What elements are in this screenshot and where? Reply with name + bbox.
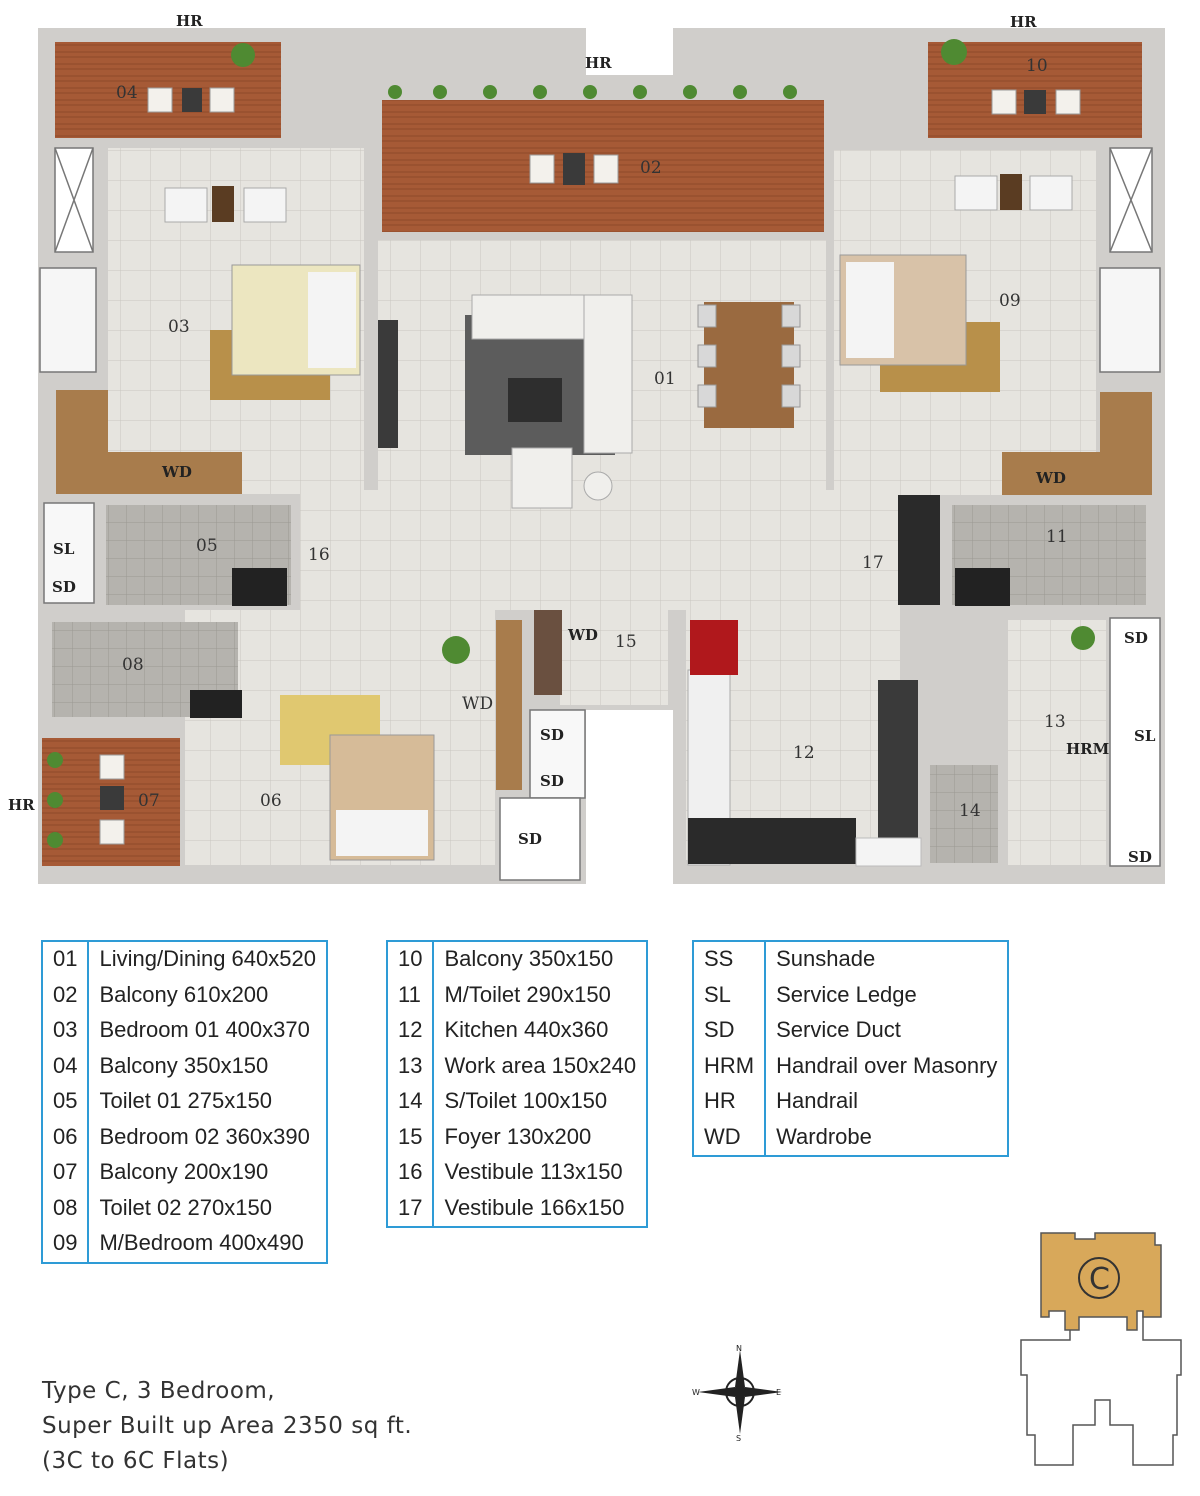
label-hr: HR <box>1010 13 1037 31</box>
label-r11: 11 <box>1046 527 1068 547</box>
key-plan <box>1015 1225 1185 1475</box>
label-r04: 04 <box>116 83 138 103</box>
legend-desc: Wardrobe <box>776 1123 872 1149</box>
legend-row <box>42 1120 327 1156</box>
legend-desc: Work area 150x240 <box>444 1052 637 1078</box>
plan-type-title: Type C, 3 Bedroom, <box>42 1378 276 1404</box>
label-r08: 08 <box>122 655 144 675</box>
legend-code: 09 <box>42 1226 88 1263</box>
legend-table-rooms-1 <box>41 940 328 1264</box>
legend-row <box>42 1013 327 1049</box>
compass-east: E <box>776 1388 782 1397</box>
legend-row <box>387 1191 647 1228</box>
label-r06: 06 <box>260 791 282 811</box>
legend-code: HR <box>693 1084 765 1120</box>
legend-desc: Bedroom 01 400x370 <box>99 1017 310 1042</box>
key-plan-outline <box>1021 1295 1181 1465</box>
legend-row <box>693 978 1008 1014</box>
label-r14: 14 <box>959 801 981 821</box>
legend-desc: Balcony 350x150 <box>99 1052 269 1078</box>
label-r17: 17 <box>862 553 884 573</box>
label-hr: HR <box>585 54 612 72</box>
label-r16: 16 <box>308 545 330 565</box>
legend-code: SD <box>693 1013 765 1049</box>
legend-desc: Vestibule 113x150 <box>444 1159 623 1184</box>
legend-code: WD <box>693 1120 765 1157</box>
legend-row <box>42 941 327 978</box>
legend-row <box>387 1120 647 1156</box>
legend-code: 17 <box>387 1191 433 1228</box>
label-r01: 01 <box>654 369 676 389</box>
label-hr: HR <box>176 12 203 30</box>
label-sl: SL <box>53 540 75 558</box>
compass-icon <box>690 1342 790 1442</box>
legend-code: 07 <box>42 1155 88 1191</box>
legend-code: 06 <box>42 1120 88 1156</box>
label-sd: SD <box>540 726 564 744</box>
label-wd: WD <box>1036 469 1066 487</box>
legend-code: 08 <box>42 1191 88 1227</box>
legend-row <box>693 1013 1008 1049</box>
legend-row <box>693 941 1008 978</box>
legend-code: 16 <box>387 1155 433 1191</box>
label-wd: WD <box>568 626 598 644</box>
plan-area: Super Built up Area 2350 sq ft. <box>42 1413 413 1439</box>
legend-desc: Vestibule 166x150 <box>444 1194 625 1220</box>
legend-row <box>42 1155 327 1191</box>
label-sd: SD <box>1124 629 1148 647</box>
legend-row <box>387 941 647 978</box>
legend-desc: Service Ledge <box>776 981 917 1007</box>
label-r10: 10 <box>1026 56 1048 76</box>
label-sd: SD <box>1128 848 1152 866</box>
legend-row <box>42 1084 327 1120</box>
legend-desc: Sunshade <box>776 946 876 971</box>
label-r13: 13 <box>1044 712 1066 732</box>
label-r12: 12 <box>793 743 815 763</box>
legend-desc: Handrail over Masonry <box>776 1052 998 1078</box>
legend-row <box>387 1013 647 1049</box>
legend-desc: Toilet 02 270x150 <box>99 1194 272 1220</box>
label-r03: 03 <box>168 317 190 337</box>
legend-row <box>387 1155 647 1191</box>
legend-code: 01 <box>42 941 88 978</box>
legend-code: 04 <box>42 1049 88 1085</box>
legend-desc: Handrail <box>776 1088 859 1113</box>
label-sd: SD <box>518 830 542 848</box>
legend-code: 11 <box>387 978 433 1014</box>
legend-row <box>693 1120 1008 1157</box>
label-wd: WD <box>162 463 192 481</box>
legend-desc: Bedroom 02 360x390 <box>99 1123 310 1149</box>
legend-code: 12 <box>387 1013 433 1049</box>
legend-desc: Toilet 01 275x150 <box>99 1088 272 1113</box>
legend-code: SL <box>693 978 765 1014</box>
label-sl: SL <box>1134 727 1156 745</box>
legend-table-abbreviations <box>692 940 1009 1157</box>
label-hrm: HRM <box>1066 740 1110 758</box>
compass-north: N <box>736 1344 742 1353</box>
legend-code: 05 <box>42 1084 88 1120</box>
legend-code: 15 <box>387 1120 433 1156</box>
label-r02: 02 <box>640 158 662 178</box>
label-hr: HR <box>8 796 35 814</box>
label-sd: SD <box>52 578 76 596</box>
label-wd: WD <box>462 694 494 714</box>
legend-row <box>42 1049 327 1085</box>
legend-desc: Kitchen 440x360 <box>444 1017 609 1042</box>
legend-row <box>42 978 327 1014</box>
legend-desc: M/Bedroom 400x490 <box>99 1230 304 1255</box>
legend-row <box>387 1084 647 1120</box>
legend-code: 14 <box>387 1084 433 1120</box>
legend-code: HRM <box>693 1049 765 1085</box>
legend-row <box>387 978 647 1014</box>
legend-code: 03 <box>42 1013 88 1049</box>
compass-south: S <box>736 1434 742 1442</box>
label-r09: 09 <box>999 291 1021 311</box>
legend-row <box>42 1191 327 1227</box>
legend-table-rooms-2 <box>386 940 648 1228</box>
legend-row <box>42 1226 327 1263</box>
key-plan-letter: C <box>1089 1262 1110 1297</box>
plan-description <box>42 1374 412 1479</box>
legend-code: 13 <box>387 1049 433 1085</box>
legend-code: 02 <box>42 978 88 1014</box>
plan-flats: (3C to 6C Flats) <box>42 1448 230 1474</box>
label-r07: 07 <box>138 791 160 811</box>
compass-west: W <box>692 1388 700 1397</box>
legend-row <box>693 1084 1008 1120</box>
legend-desc: Foyer 130x200 <box>444 1123 592 1149</box>
legend-desc: Balcony 350x150 <box>444 946 614 971</box>
legend-desc: S/Toilet 100x150 <box>444 1088 608 1113</box>
legend-code: 10 <box>387 941 433 978</box>
label-r05: 05 <box>196 536 218 556</box>
label-r15: 15 <box>615 632 637 652</box>
label-sd: SD <box>540 772 564 790</box>
legend-desc: M/Toilet 290x150 <box>444 981 611 1007</box>
legend-code: SS <box>693 941 765 978</box>
legend-row <box>387 1049 647 1085</box>
legend-desc: Balcony 200x190 <box>99 1159 269 1184</box>
legend-desc: Service Duct <box>776 1017 901 1042</box>
legend-desc: Living/Dining 640x520 <box>99 946 316 971</box>
legend-desc: Balcony 610x200 <box>99 981 269 1007</box>
legend-row <box>693 1049 1008 1085</box>
